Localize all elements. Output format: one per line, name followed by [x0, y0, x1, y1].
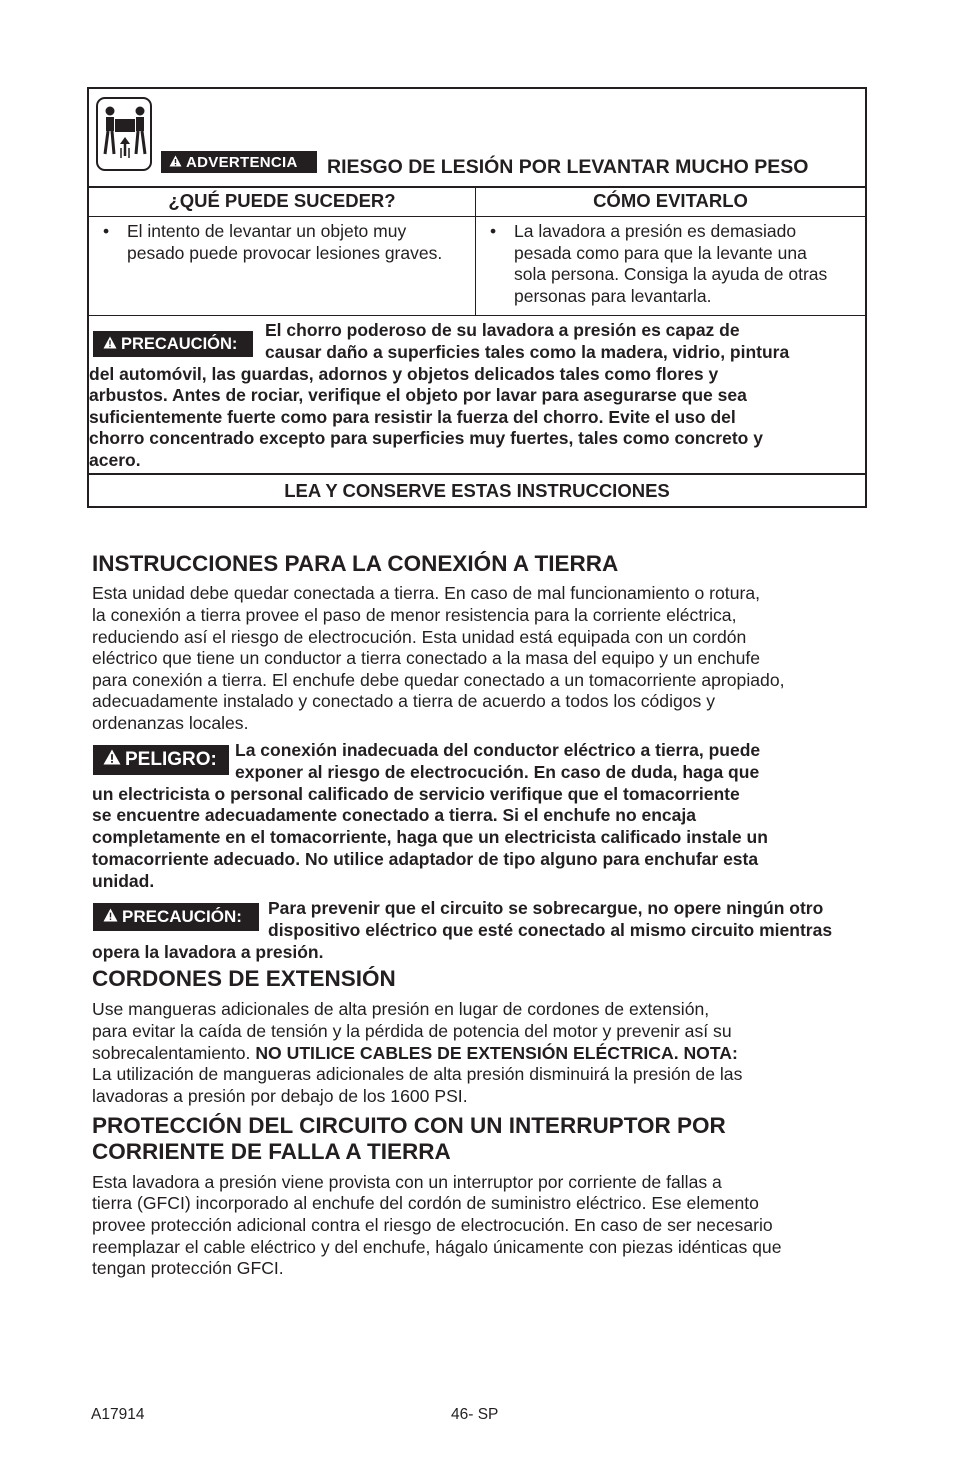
precaution-line: arbustos. Antes de rociar, verifique el objeto por lavar para asegurarse que sea — [89, 385, 747, 405]
how-to-prevent-cell — [476, 217, 865, 316]
paragraph-line: La utilización de mangueras adicionales de alta presión disminuirá la presión de las — [92, 1064, 743, 1084]
precaution-line: causar daño a superficies tales como la madera, vidrio, pintura — [265, 342, 790, 362]
danger-line: un electricista o personal calificado de servicio verifique que el tomacorriente — [92, 784, 740, 804]
danger-line: La conexión inadecuada del conductor eléctrico a tierra, puede — [235, 740, 761, 760]
paragraph-line: la conexión a tierra provee el paso de menor resistencia para la corriente eléctrica, — [92, 605, 737, 625]
precaution-block — [89, 316, 865, 475]
grounding-heading: INSTRUCCIONES PARA LA CONEXIÓN A TIERRA — [92, 551, 619, 576]
danger-line: tomacorriente adecuado. No utilice adaptador de tipo alguno para enchufar esta — [92, 849, 759, 869]
page-number: 46- SP — [451, 1406, 499, 1423]
cell-line: El intento de levantar un objeto muy — [127, 221, 407, 241]
precaution-line: Para prevenir que el circuito se sobrecargue, no opere ningún otro — [268, 898, 824, 918]
paragraph-line — [92, 1043, 738, 1064]
column-headers — [89, 186, 865, 217]
danger-line: unidad. — [92, 871, 155, 891]
warning-triangle-icon — [169, 154, 182, 171]
paragraph-line: lavadoras a presión por debajo de los 1600 PSI. — [92, 1086, 468, 1106]
precaution-line: acero. — [89, 450, 141, 470]
paragraph-line: para evitar la caída de tensión y la pérdida de potencia del motor y prevenir así su — [92, 1021, 732, 1041]
precaution-line: dispositivo eléctrico que esté conectado al mismo circuito mientras — [268, 920, 833, 940]
gfci-heading-line: PROTECCIÓN DEL CIRCUITO CON UN INTERRUPTOR POR — [92, 1113, 726, 1138]
normal-text: sobrecalentamiento. — [92, 1043, 256, 1063]
cell-line: sola persona. Consiga la ayuda de otras — [514, 264, 828, 284]
document-code: A17914 — [91, 1406, 145, 1423]
cell-line: La lavadora a presión es demasiado — [514, 221, 797, 241]
precaucion-badge — [93, 331, 253, 357]
warning-triangle-icon — [103, 907, 118, 927]
precaucion-badge — [93, 903, 259, 931]
extension-heading: CORDONES DE EXTENSIÓN — [92, 966, 396, 991]
cell-line: personas para levantarla. — [514, 285, 712, 306]
paragraph-line: tengan protección GFCI. — [92, 1258, 284, 1278]
read-and-keep-instructions: LEA Y CONSERVE ESTAS INSTRUCCIONES — [284, 480, 670, 501]
precaution-line: suficientemente fuerte como para resistir la fuerza del chorro. Evite el uso del — [89, 407, 736, 427]
what-can-happen-cell — [89, 217, 476, 316]
no-extension-cables-warning: NO UTILICE CABLES DE EXTENSIÓN ELÉCTRICA. NOTA: — [255, 1043, 738, 1063]
warning-triangle-icon — [103, 335, 117, 354]
cell-line: pesada como para que la levante una — [514, 242, 807, 263]
peligro-label: PELIGRO: — [125, 749, 217, 770]
paragraph-line: ordenanzas locales. — [92, 713, 249, 733]
what-can-happen-header: ¿QUÉ PUEDE SUCEDER? — [89, 186, 476, 216]
how-to-prevent-header: CÓMO EVITARLO — [593, 190, 748, 211]
advertencia-badge — [161, 151, 317, 173]
precaucion-label: PRECAUCIÓN: — [121, 334, 238, 353]
precaucion-label: PRECAUCIÓN: — [122, 907, 242, 926]
paragraph-line: reemplazar el cable eléctrico y del enchufe, hágalo únicamente con piezas idénticas que — [92, 1237, 782, 1257]
heavy-lift-icon — [96, 97, 152, 171]
heavy-lift-warning-box — [87, 87, 867, 508]
paragraph-line: reduciendo así el riesgo de electrocución. Esta unidad está equipada con un cordón — [92, 627, 747, 647]
danger-line: exponer al riesgo de electrocución. En caso de duda, haga que — [235, 762, 760, 782]
gfci-heading-line: CORRIENTE DE FALLA A TIERRA — [92, 1139, 451, 1164]
cell-line: pesado puede provocar lesiones graves. — [127, 242, 443, 263]
precaution-line: El chorro poderoso de su lavadora a presión es capaz de — [265, 320, 740, 340]
paragraph-line: tierra (GFCI) incorporado al enchufe del cordón de suministro eléctrico. Ese elemento — [92, 1193, 759, 1213]
list-item: • La lavadora a presión es demasiado pesada como para que la levante una sola persona. Consiga la ayuda de otras personas para levantarla. — [490, 221, 864, 307]
danger-line: se encuentre adecuadamente conectado a tierra. Si el enchufe no encaja — [92, 805, 696, 825]
warning-title: RIESGO DE LESIÓN POR LEVANTAR MUCHO PESO — [327, 156, 809, 178]
precaution-line: opera la lavadora a presión. — [92, 942, 324, 962]
precaution-line: del automóvil, las guardas, adornos y objetos delicados tales como flores y — [89, 364, 719, 384]
list-item: • El intento de levantar un objeto muy pesado puede provocar lesiones graves. — [103, 221, 479, 264]
warning-header — [89, 89, 865, 188]
paragraph-line: Esta lavadora a presión viene provista con un interruptor por corriente de fallas a — [92, 1172, 722, 1192]
peligro-badge — [93, 745, 229, 775]
danger-line: completamente en el tomacorriente, haga que un electricista calificado instale un — [92, 827, 768, 847]
paragraph-line: provee protección adicional contra el riesgo de electrocución. En caso de ser necesario — [92, 1215, 773, 1235]
paragraph-line: eléctrico que tiene un conductor a tierra conectado a la masa del equipo y un enchufe — [92, 648, 761, 668]
paragraph-line: Use mangueras adicionales de alta presión en lugar de cordones de extensión, — [92, 999, 710, 1019]
advertencia-label: ADVERTENCIA — [186, 153, 298, 171]
paragraph-line: adecuadamente instalado y conectado a tierra de acuerdo a todos los códigos y — [92, 691, 716, 711]
paragraph-line: Esta unidad debe quedar conectada a tierra. En caso de mal funcionamiento o rotura, — [92, 583, 761, 603]
paragraph-line: para conexión a tierra. El enchufe debe quedar conectado a un tomacorriente apropiado, — [92, 670, 785, 690]
precaution-line: chorro concentrado excepto para superficies muy fuertes, tales como concreto y — [89, 428, 763, 448]
warning-triangle-icon — [103, 749, 121, 771]
